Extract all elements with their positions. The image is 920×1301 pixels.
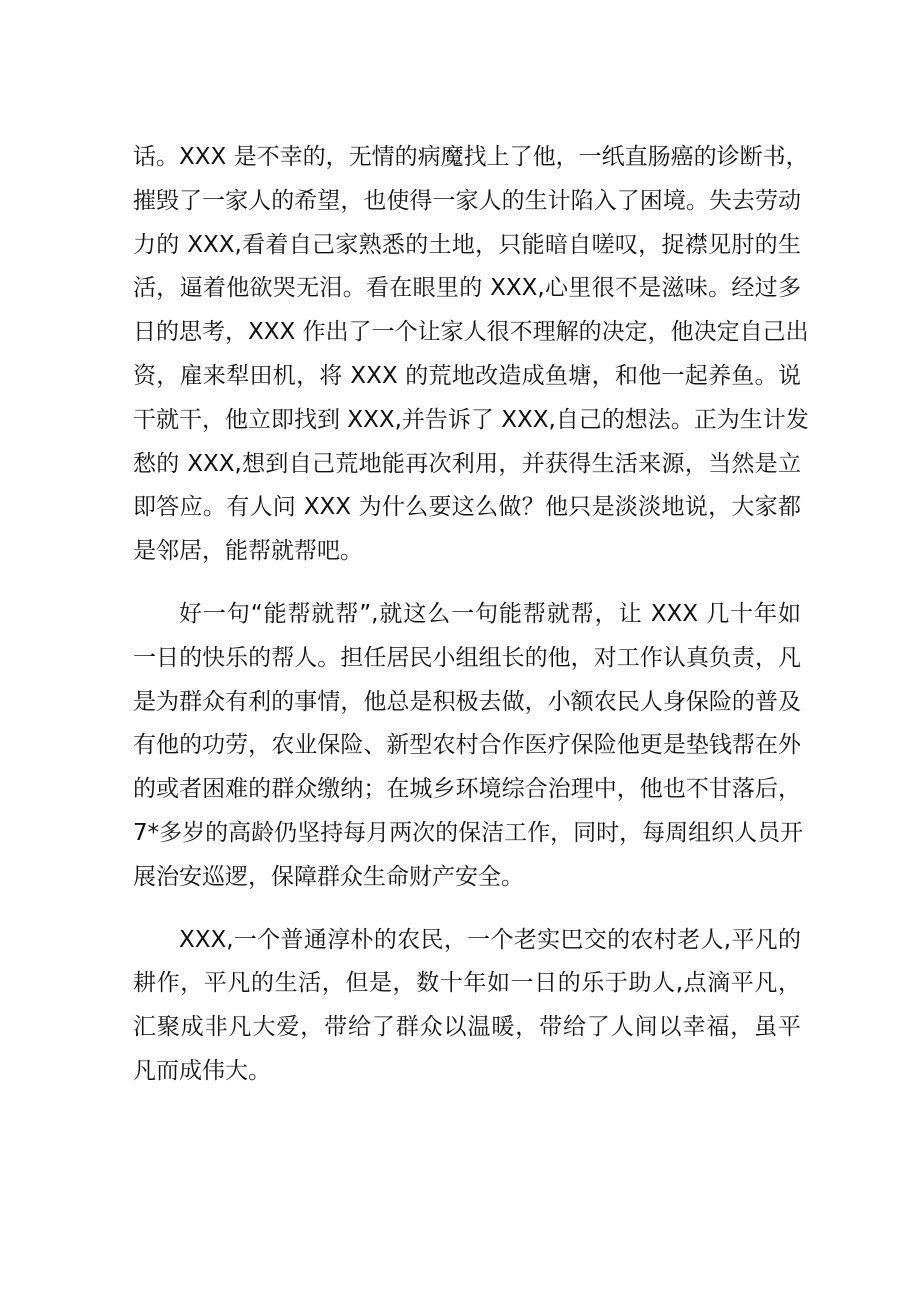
paragraph (133, 919, 801, 1094)
text-line: 即答应。有人问 XXX 为什么要这么做？他只是淡淡地说，大家都 (133, 494, 801, 521)
text-line: 展治安巡逻，保障群众生命财产安全。 (133, 863, 524, 890)
paragraph (133, 593, 804, 900)
text-line: 资，雇来犁田机，将 XXX 的荒地改造成鱼塘，和他一起养鱼。说 (133, 362, 801, 389)
paragraph (133, 136, 809, 574)
text-line: 的或者困难的群众缴纳；在城乡环境综合治理中，他也不甘落后， (133, 776, 801, 803)
text-line: 活，逼着他欲哭无泪。看在眼里的 XXX,心里很不是滋味。经过多 (133, 275, 801, 302)
text-line: 干就干，他立即找到 XXX,并告诉了 XXX,自己的想法。正为生计发 (133, 406, 809, 433)
text-line: 摧毁了一家人的希望，也使得一家人的生计陷入了困境。失去劳动 (133, 187, 801, 214)
text-line: 有他的功劳，农业保险、新型农村合作医疗保险他更是垫钱帮在外 (133, 732, 801, 759)
text-line: 一日的快乐的帮人。担任居民小组组长的他，对工作认真负责，凡 (133, 644, 801, 671)
text-line: 力的 XXX,看着自己家熟悉的土地，只能暗自嗟叹，捉襟见肘的生 (133, 231, 801, 258)
text-line: 7*多岁的高龄仍坚持每月两次的保洁工作，同时，每周组织人员开 (133, 819, 804, 846)
text-line: 是邻居，能帮就帮吧。 (133, 538, 363, 565)
text-line: 话。XXX 是不幸的，无情的病魔找上了他，一纸直肠癌的诊断书， (133, 144, 809, 170)
text-line: XXX,一个普通淳朴的农民，一个老实巴交的农村老人,平凡的 (179, 926, 801, 953)
text-line: 好一句“能帮就帮”,就这么一句能帮就帮，让 XXX 几十年如 (179, 600, 801, 627)
text-line: 是为群众有利的事情，他总是积极去做，小额农民人身保险的普及 (133, 688, 801, 715)
text-line: 日的思考，XXX 作出了一个让家人很不理解的决定，他决定自己出 (133, 319, 809, 346)
text-line: 愁的 XXX,想到自己荒地能再次利用，并获得生活来源，当然是立 (133, 450, 801, 477)
text-line: 汇聚成非凡大爱，带给了群众以温暖，带给了人间以幸福，虽平 (133, 1014, 801, 1041)
text-line: 凡而成伟大。 (133, 1057, 271, 1084)
text-line: 耕作，平凡的生活，但是，数十年如一日的乐于助人,点滴平凡， (133, 970, 801, 997)
document-body (133, 136, 809, 1113)
